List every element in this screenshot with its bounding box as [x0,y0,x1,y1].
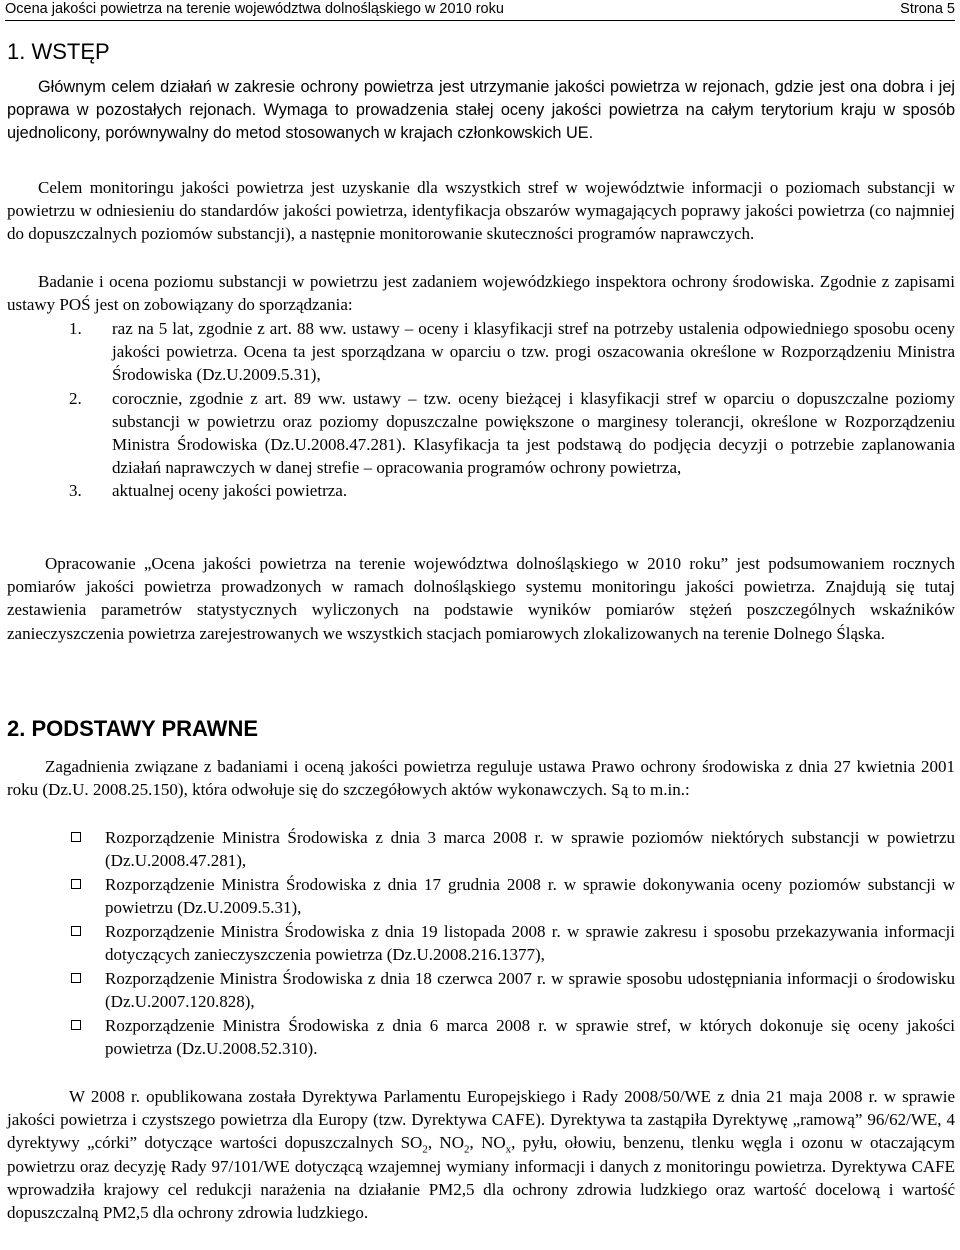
header-title: Ocena jakości powietrza na terenie województwa dolnośląskiego w 2010 roku [5,1,504,17]
page-header [5,0,955,21]
section-1-paragraph-3: Opracowanie „Ocena jakości powietrza na terenie województwa dolnośląskiego w 2010 roku” jest podsumowaniem rocznych pomiarów jakości powietrza prowadzonych w ramach dolnośląskiego systemu monitoringu jakości powietrza. Znajdują się tutaj zestawienia parametrów statystycznych wyliczonych na podstawie wyników pomiarów stężeń poszczególnych wskaźników zanieczyszczenia powietrza zarejestrowanych we wszystkich stacjach pomiarowych zlokalizowanych na terenie Dolnego Śląska. [7,554,955,643]
page-number: Strona 5 [900,1,955,17]
list-item-number: 2. [69,388,82,408]
list-item [7,920,955,966]
subscript: 2 [422,1143,428,1156]
section-1-paragraph-2: Badanie i ocena poziomu substancji w powietrzu jest zadaniem wojewódzkiego inspektora ochrony środowiska. Zgodnie z zapisami ustawy POŚ jest on zobowiązany do sporządzania: [7,272,955,315]
regulations-list [7,826,955,1061]
section-1-heading: 1. WSTĘP [7,39,110,64]
list-item [7,479,955,502]
list-item-text: Rozporządzenie Ministra Środowiska z dnia 6 marca 2008 r. w sprawie stref, w których dokonuje się oceny jakości powietrza (Dz.U.2008.52.310). [105,1015,955,1058]
list-item [7,387,955,480]
list-item-text: corocznie, zgodnie z art. 89 ww. ustawy – tzw. oceny bieżącej i klasyfikacji stref w oparciu o dopuszczalne poziomy substancji w powietrzu oraz poziomy dopuszczalne powiększone o marginesy tolerancji, określone w Rozporządzeniu Ministra Środowiska (Dz.U.2008.47.281). Klasyfikacja ta jest podstawą do podjęcia decyzji o potrzebie zaplanowania działań naprawczych w danej strefie – opracowania programów ochrony powietrza, [112,388,955,478]
list-item-text: raz na 5 lat, zgodnie z art. 88 ww. ustawy – oceny i klasyfikacji stref na potrzeby ustalenia odpowiedniego sposobu oceny jakości powietrza. Ocena ta jest sporządzana w oparciu o tzw. progi oszacowania określone w Rozporządzeniu Ministra Środowiska (Dz.U.2009.5.31), [112,319,955,385]
subscript: 2 [463,1143,470,1156]
list-item [7,826,955,872]
checkbox-bullet-icon [71,1020,81,1030]
checkbox-bullet-icon [71,832,81,842]
list-item [7,317,955,387]
list-item-text: aktualnej oceny jakości powietrza. [112,481,348,501]
directive-text: , NO [427,1133,464,1153]
list-item-number: 1. [69,319,82,338]
directive-text: , pyłu, ołowiu, benzenu, tlenku węgla i ozonu w otaczającym powietrzu oraz decyzję Rady 97/101/WE dotyczącą wzajemnej wymiany informacji i danych z monitoringu powietrza. Dyrektywa CAFE wprowadziła krajowy cel redukcji narażenia na działanie PM2,5 dla ochrony zdrowia ludzkiego oraz wartość docelową i wartość dopuszczalną PM2,5 dla ochrony zdrowia ludzkiego. [7,1133,955,1223]
list-item [7,967,955,1013]
list-item [7,1014,955,1060]
section-2-heading: 2. PODSTAWY PRAWNE [7,716,259,741]
directive-text: , NO [469,1133,506,1153]
list-item-text: Rozporządzenie Ministra Środowiska z dnia 18 czerwca 2007 r. w sprawie sposobu udostępniania informacji o środowisku (Dz.U.2007.120.828), [105,968,955,1011]
directive-text: W 2008 r. opublikowana została Dyrektywa Parlamentu Europejskiego i Rady 2008/50/WE z dnia 21 maja 2008 r. w sprawie jakości powietrza i czystszego powietrza dla Europy (tzw. Dyrektywa CAFE). Dyrektywa ta zastąpiła Dyrektywę „ramową” 96/62/WE, 4 dyrektywy „córki” dotyczące wartości dopuszczalnych SO [7,1087,955,1153]
subscript: x [505,1143,512,1156]
section-1-paragraph-1: Celem monitoringu jakości powietrza jest uzyskanie dla wszystkich stref w województwie informacji o poziomach substancji w powietrzu w odniesieniu do standardów jakości powietrza, identyfikacja obszarów wymagających poprawy jakości powietrza (co najmniej do dopuszczalnych poziomów substancji), a następnie monitorowanie skuteczności programów naprawczych. [7,178,955,244]
checkbox-bullet-icon [71,879,81,889]
directive-paragraph [7,1085,955,1224]
duties-list [7,317,955,503]
section-1-intro: Głównym celem działań w zakresie ochrony powietrza jest utrzymanie jakości powietrza w rejonach, gdzie jest ona dobra i jej poprawa w pozostałych rejonach. Wymaga to prowadzenia stałej oceny jakości powietrza na całym terytorium kraju w sposób ujednolicony, porównywalny do metod stosowanych w krajach członkowskich UE. [7,78,955,142]
list-item-text: Rozporządzenie Ministra Środowiska z dnia 17 grudnia 2008 r. w sprawie dokonywania oceny poziomów substancji w powietrzu (Dz.U.2009.5.31), [105,874,955,918]
section-2-intro: Zagadnienia związane z badaniami i oceną jakości powietrza reguluje ustawa Prawo ochrony środowiska z dnia 27 kwietnia 2001 roku (Dz.U. 2008.25.150), która odwołuje się do szczegółowych aktów wykonawczych. Są to m.in.: [7,757,955,800]
list-item-text: Rozporządzenie Ministra Środowiska z dnia 3 marca 2008 r. w sprawie poziomów niektórych substancji w powietrzu (Dz.U.2008.47.281), [105,828,955,871]
list-item-text: Rozporządzenie Ministra Środowiska z dnia 19 listopada 2008 r. w sprawie zakresu i sposobu przekazywania informacji dotyczących zanieczyszczenia powietrza (Dz.U.2008.216.1377), [105,921,955,965]
list-item-number: 3. [69,481,82,501]
list-item [7,873,955,919]
checkbox-bullet-icon [71,926,81,936]
checkbox-bullet-icon [71,973,81,983]
